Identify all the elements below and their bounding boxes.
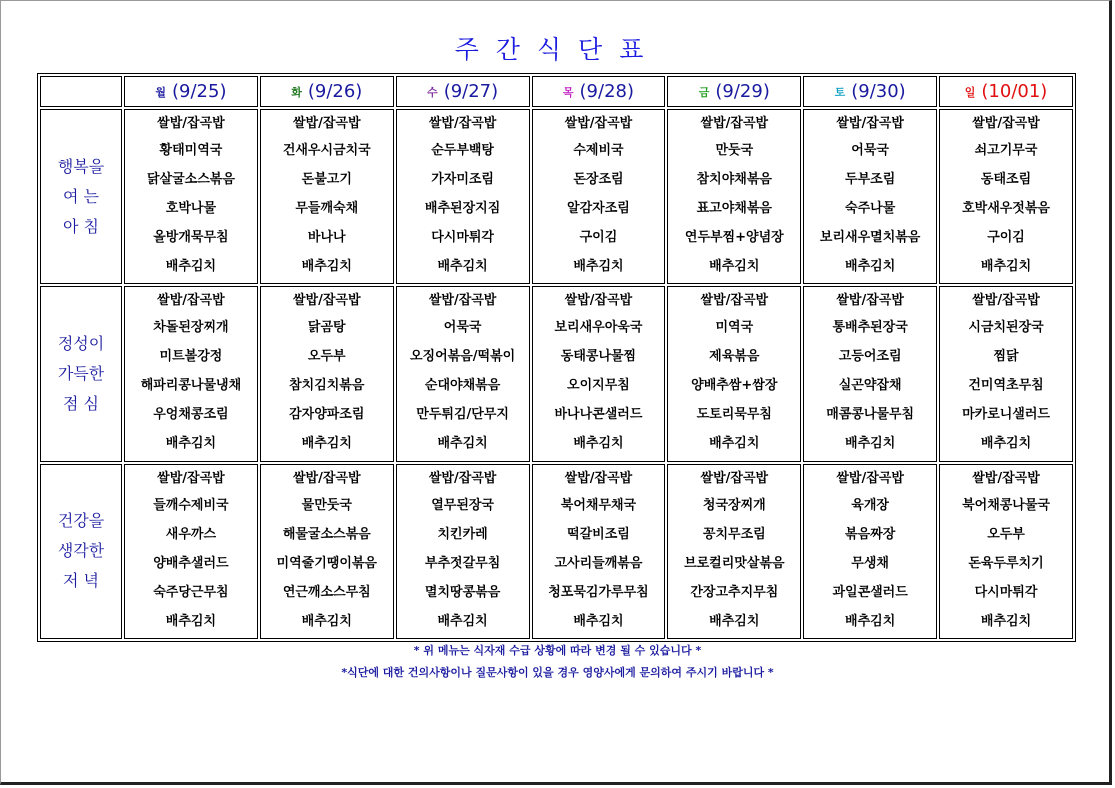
menu-item: 배추김치 [165, 436, 217, 452]
menu-cell-lunch-sat [803, 286, 937, 461]
meal-label-line: 점 심 [63, 393, 99, 413]
menu-cell-dinner-thu [532, 464, 666, 639]
day-date: (9/30) [851, 81, 906, 102]
menu-item: 해파리콩나물냉채 [140, 378, 242, 394]
menu-item: 보리새우아욱국 [554, 320, 643, 336]
menu-item: 쌀밥/잡곡밥 [972, 116, 1040, 132]
menu-cell-breakfast-sat [803, 109, 937, 284]
meal-label-line: 생각한 [57, 541, 105, 561]
menu-item: 차돌된장찌개 [153, 320, 229, 336]
menu-item: 쌀밥/잡곡밥 [428, 116, 497, 132]
menu-item: 오두부 [987, 526, 1025, 542]
day-header-tue [260, 76, 394, 107]
menu-item: 호박새우젓볶음 [962, 201, 1050, 217]
meal-label-line: 정성이 [57, 333, 105, 353]
menu-item: 쌀밥/잡곡밥 [157, 116, 225, 132]
menu-item: 동태조림 [980, 172, 1032, 188]
menu-item: 연근깨소스무침 [282, 584, 371, 600]
menu-item: 감자양파조림 [289, 407, 365, 423]
menu-item: 두부조림 [845, 172, 896, 188]
menu-item: 배추김치 [301, 613, 352, 629]
day-header-mon [124, 76, 258, 107]
day-header-sun [939, 76, 1073, 107]
menu-item: 배추김치 [437, 436, 488, 452]
header-row [40, 76, 1073, 107]
notice-change: * 위 메뉴는 식자재 수급 상황에 따라 변경 될 수 있습니다 * [413, 644, 702, 657]
menu-item: 청포묵김가루무침 [548, 584, 649, 600]
menu-cell-lunch-wed [396, 286, 530, 461]
day-badge: 목 [562, 86, 574, 99]
menu-item: 구이김 [987, 230, 1025, 246]
menu-item: 배추김치 [980, 436, 1032, 452]
menu-item: 치킨카레 [437, 526, 488, 542]
day-header-fri [667, 76, 801, 107]
menu-item: 쇠고기무국 [974, 143, 1038, 159]
menu-item: 오징어볶음/떡볶이 [410, 349, 516, 365]
menu-item: 매콤콩나물무침 [826, 407, 915, 423]
menu-item: 쌀밥/잡곡밥 [564, 293, 633, 309]
menu-item: 미역국 [715, 320, 754, 336]
day-badge: 토 [834, 86, 846, 99]
menu-item: 브로컬리맛살볶음 [684, 555, 785, 571]
menu-cell-dinner-sun [939, 464, 1073, 639]
menu-item: 표고야채볶음 [696, 201, 772, 217]
menu-item: 고사리들깨볶음 [554, 555, 643, 571]
menu-item: 황태미역국 [159, 143, 223, 159]
menu-cell-breakfast-fri [667, 109, 801, 284]
menu-cell-lunch-fri [667, 286, 801, 461]
menu-item: 우엉채콩조림 [153, 407, 229, 423]
menu-item: 해물굴소스볶음 [282, 526, 371, 542]
menu-item: 북어채무채국 [560, 497, 637, 513]
menu-item: 숙주나물 [845, 201, 896, 217]
day-date: (9/25) [172, 81, 227, 102]
menu-item: 배추김치 [845, 259, 896, 275]
menu-item: 배추김치 [709, 259, 760, 275]
menu-item: 마카로니샐러드 [962, 407, 1050, 423]
menu-item: 꽁치무조림 [702, 526, 766, 542]
menu-item: 떡갈비조림 [567, 526, 630, 542]
menu-cell-dinner-tue [260, 464, 394, 639]
menu-item: 돈장조림 [573, 172, 624, 188]
menu-item: 배추김치 [573, 259, 624, 275]
menu-item: 동태콩나물찜 [560, 349, 637, 365]
meal-label-dinner [40, 464, 122, 639]
menu-cell-dinner-mon [124, 464, 258, 639]
menu-item: 통배추된장국 [832, 320, 908, 336]
meal-label-lunch [40, 286, 122, 461]
meal-label-line: 저 녁 [63, 571, 99, 591]
menu-item: 참치김치볶음 [289, 378, 365, 394]
menu-item: 간장고추지무침 [690, 584, 779, 600]
menu-item: 무생채 [851, 555, 889, 571]
menu-item: 도토리묵무침 [696, 407, 772, 423]
meal-label-line: 가득한 [57, 363, 105, 383]
menu-item: 쌀밥/잡곡밥 [700, 116, 769, 132]
meal-label-breakfast [40, 109, 122, 284]
menu-item: 배추김치 [301, 259, 352, 275]
notice-inquiry: *식단에 대한 건의사항이나 질문사항이 있을 경우 영양사에게 문의하여 주시기 바랍니다 * [341, 666, 774, 679]
menu-cell-breakfast-mon [124, 109, 258, 284]
menu-item: 배추김치 [980, 259, 1032, 275]
menu-item: 수제비국 [573, 143, 624, 159]
menu-item: 돈육두루치기 [968, 555, 1044, 571]
menu-item: 배추김치 [845, 436, 896, 452]
weekly-menu-table [37, 73, 1076, 642]
menu-item: 만두튀김/단무지 [416, 407, 509, 423]
menu-cell-dinner-wed [396, 464, 530, 639]
menu-item: 무들깨숙채 [295, 201, 359, 217]
meal-row-dinner [40, 464, 1073, 639]
menu-item: 양배추샐러드 [153, 555, 229, 571]
day-badge: 월 [155, 86, 166, 99]
menu-cell-lunch-mon [124, 286, 258, 461]
menu-cell-dinner-fri [667, 464, 801, 639]
menu-item: 다시마튀각 [431, 230, 494, 246]
day-date: (9/29) [715, 81, 770, 102]
page-title: 주간식단표 [454, 35, 661, 64]
day-header-sat [803, 76, 937, 107]
menu-item: 닭곰탕 [307, 320, 346, 336]
menu-item: 만둣국 [715, 143, 754, 159]
menu-item: 숙주당근무침 [153, 584, 229, 600]
menu-item: 쌀밥/잡곡밥 [836, 116, 904, 132]
meal-label-line: 여 는 [63, 186, 99, 206]
day-badge: 일 [964, 86, 976, 99]
menu-item: 찜닭 [993, 349, 1019, 365]
meal-label-line: 행복을 [57, 156, 105, 176]
menu-item: 배추김치 [301, 436, 352, 452]
menu-item: 육개장 [851, 497, 889, 513]
menu-item: 돈불고기 [301, 172, 352, 188]
menu-item: 쌀밥/잡곡밥 [292, 116, 361, 132]
menu-cell-dinner-sat [803, 464, 937, 639]
menu-item: 오두부 [307, 349, 346, 365]
menu-item: 청국장찌개 [702, 497, 766, 513]
menu-item: 쌀밥/잡곡밥 [700, 470, 769, 486]
menu-item: 부추젓갈무침 [424, 555, 501, 571]
menu-item: 열무된장국 [431, 497, 494, 513]
menu-item: 과일콘샐러드 [832, 584, 908, 600]
menu-item: 쌀밥/잡곡밥 [836, 470, 904, 486]
menu-item: 시금치된장국 [968, 320, 1044, 336]
menu-item: 배추김치 [980, 613, 1032, 629]
menu-cell-breakfast-wed [396, 109, 530, 284]
menu-item: 닭살굴소스볶음 [146, 172, 235, 188]
menu-body [40, 109, 1073, 639]
menu-item: 쌀밥/잡곡밥 [292, 470, 361, 486]
menu-item: 고등어조림 [838, 349, 902, 365]
menu-item: 미트볼강정 [159, 349, 223, 365]
menu-item: 배추김치 [437, 613, 488, 629]
menu-item: 쌀밥/잡곡밥 [564, 470, 633, 486]
menu-item: 북어채콩나물국 [962, 497, 1050, 513]
day-date: (9/27) [443, 81, 499, 102]
menu-cell-lunch-sun [939, 286, 1073, 461]
corner-cell [40, 76, 122, 107]
menu-item: 쌀밥/잡곡밥 [428, 293, 497, 309]
day-header-thu [532, 76, 666, 107]
day-date: (9/26) [307, 81, 363, 102]
menu-item: 바나나콘샐러드 [554, 407, 643, 423]
day-date: (9/28) [579, 81, 634, 102]
menu-item: 배추김치 [165, 259, 217, 275]
day-badge: 금 [698, 86, 710, 99]
menu-cell-lunch-tue [260, 286, 394, 461]
menu-item: 쌀밥/잡곡밥 [428, 470, 497, 486]
menu-item: 미역줄기땡이볶음 [276, 555, 377, 571]
menu-item: 건미역초무침 [968, 378, 1044, 394]
menu-item: 쌀밥/잡곡밥 [972, 470, 1040, 486]
menu-item: 참치야채볶음 [696, 172, 772, 188]
menu-item: 순대야채볶음 [424, 378, 501, 394]
meal-label-line: 건강을 [57, 511, 105, 531]
meal-row-breakfast [40, 109, 1073, 284]
menu-item: 쌀밥/잡곡밥 [157, 470, 225, 486]
menu-item: 구이김 [579, 230, 618, 246]
menu-item: 물만둣국 [301, 497, 352, 513]
menu-cell-lunch-thu [532, 286, 666, 461]
menu-item: 배추김치 [709, 613, 760, 629]
menu-item: 볶음짜장 [845, 526, 896, 542]
menu-item: 실곤약잡채 [838, 378, 902, 394]
menu-item: 순두부백탕 [431, 143, 494, 159]
menu-item: 양배추쌈+쌈장 [691, 378, 778, 394]
menu-item: 쌀밥/잡곡밥 [700, 293, 769, 309]
meal-row-lunch [40, 286, 1073, 461]
menu-item: 쌀밥/잡곡밥 [972, 293, 1040, 309]
menu-cell-breakfast-tue [260, 109, 394, 284]
menu-item: 들깨수제비국 [153, 497, 229, 513]
menu-item: 호박나물 [165, 201, 217, 217]
menu-item: 배추김치 [845, 613, 896, 629]
menu-item: 어묵국 [851, 143, 889, 159]
menu-item: 배추김치 [573, 436, 624, 452]
menu-item: 제육볶음 [709, 349, 760, 365]
menu-item: 배추김치 [573, 613, 624, 629]
menu-item: 보리새우멸치볶음 [819, 230, 921, 246]
day-date: (10/01) [981, 81, 1048, 102]
menu-item: 올방개묵무침 [153, 230, 229, 246]
menu-item: 바나나 [307, 230, 346, 246]
menu-item: 알감자조림 [567, 201, 630, 217]
meal-label-line: 아 침 [63, 216, 99, 236]
menu-item: 멸치땅콩볶음 [424, 584, 501, 600]
menu-item: 쌀밥/잡곡밥 [836, 293, 904, 309]
menu-cell-breakfast-thu [532, 109, 666, 284]
day-badge: 수 [427, 86, 438, 99]
menu-item: 배추김치 [437, 259, 488, 275]
menu-item: 가자미조림 [431, 172, 494, 188]
menu-item: 다시마튀각 [974, 584, 1038, 600]
menu-item: 쌀밥/잡곡밥 [564, 116, 633, 132]
menu-item: 새우까스 [165, 526, 217, 542]
menu-item: 쌀밥/잡곡밥 [292, 293, 361, 309]
day-badge: 화 [291, 86, 302, 99]
menu-item: 배추김치 [165, 613, 217, 629]
menu-item: 오이지무침 [567, 378, 630, 394]
day-header-wed [396, 76, 530, 107]
menu-item: 배추된장지짐 [424, 201, 501, 217]
menu-item: 어묵국 [443, 320, 482, 336]
menu-item: 연두부찜+양념장 [684, 230, 784, 246]
menu-item: 배추김치 [709, 436, 760, 452]
menu-cell-breakfast-sun [939, 109, 1073, 284]
menu-item: 건새우시금치국 [282, 143, 371, 159]
menu-item: 쌀밥/잡곡밥 [157, 293, 225, 309]
